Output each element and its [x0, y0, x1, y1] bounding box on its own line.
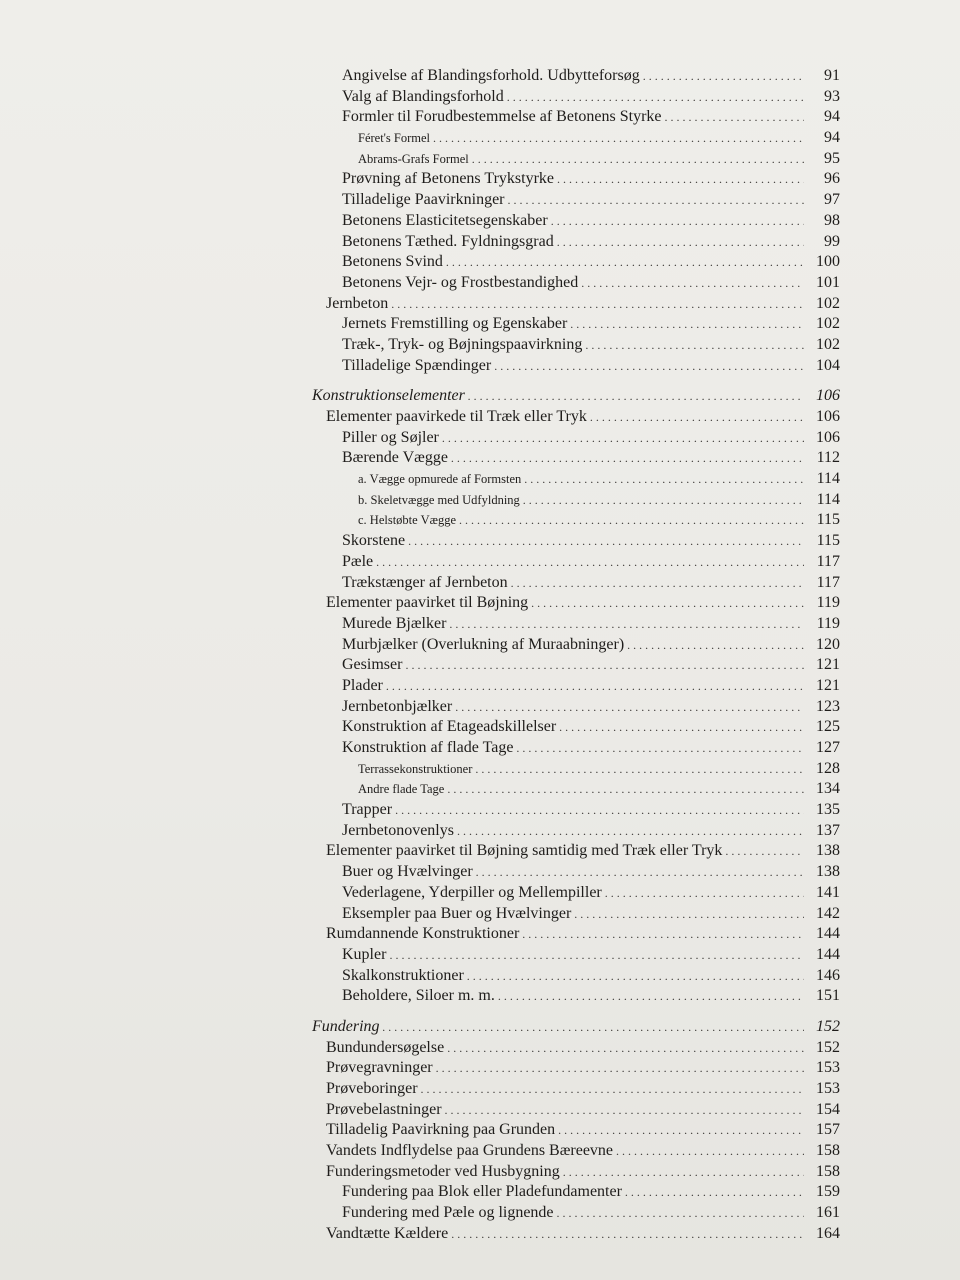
toc-entry-page-number: 134: [816, 780, 840, 798]
toc-entry: [300, 924, 840, 945]
toc-entry: [300, 510, 840, 531]
toc-entry-title: Angivelse af Blandingsforhold. Udbytteforsøg: [342, 67, 640, 84]
toc-entry: [300, 1182, 840, 1203]
toc-entry-title: Tilladelige Paavirkninger: [342, 191, 505, 209]
dot-leader: [616, 1141, 804, 1162]
toc-entry: [300, 1079, 840, 1100]
toc-entry-title: a. Vægge opmurede af Formsten: [358, 472, 522, 487]
toc-entry-title: Træk-, Tryk- og Bøjningspaavirkning: [342, 335, 583, 353]
toc-entry-page-number: 97: [824, 191, 840, 209]
toc-entry-page-number: 101: [816, 273, 840, 291]
toc-entry-title: Vederlagene, Yderpiller og Mellempiller: [342, 883, 602, 901]
toc-entry-title: Konstruktion af Etageadskillelser: [342, 718, 557, 736]
toc-entry-title: Pæle: [342, 552, 374, 570]
toc-entry: [300, 531, 840, 552]
toc-entry: [300, 1100, 840, 1121]
toc-entry-page-number: 117: [816, 573, 840, 591]
toc-entry-title: Jernets Fremstilling og Egenskaber: [342, 315, 568, 333]
toc-entry: [300, 232, 840, 253]
section-spacer: [300, 1007, 840, 1017]
toc-entry: [300, 614, 840, 635]
toc-entry-title: Konstruktion af flade Tage: [342, 739, 514, 756]
toc-entry-page-number: 100: [816, 253, 840, 271]
toc-entry-page-number: 151: [816, 987, 840, 1005]
toc-entry-title: Trækstænger af Jernbeton: [342, 573, 508, 591]
dot-leader: [508, 190, 805, 211]
toc-entry-page-number: 138: [816, 842, 840, 860]
dot-leader: [511, 573, 804, 594]
toc-entry-title: Gesimser: [342, 656, 403, 674]
toc-entry-page-number: 153: [816, 1059, 840, 1077]
toc-entry-page-number: 121: [816, 656, 840, 674]
dot-leader: [507, 87, 804, 108]
toc-entry-page-number: 119: [816, 594, 840, 612]
toc-entry-title: Kupler: [342, 945, 387, 963]
toc-entry: [300, 738, 840, 759]
toc-entry-title: Prøvebelastninger: [326, 1100, 442, 1118]
dot-leader: [494, 356, 804, 377]
toc-entry-page-number: 144: [816, 925, 840, 943]
toc-entry-title: Skalkonstruktioner: [342, 966, 464, 984]
dot-leader: [559, 717, 804, 738]
toc-entry-page-number: 117: [816, 552, 840, 570]
toc-entry-page-number: 94: [824, 129, 840, 147]
toc-entry-title: Formler til Forudbestemmelse af Betonens Styrke: [342, 108, 662, 126]
dot-leader: [590, 407, 804, 428]
dot-leader: [472, 149, 804, 170]
toc-entry-page-number: 98: [824, 211, 840, 229]
toc-entry-page-number: 128: [816, 759, 840, 777]
toc-entry-title: Andre flade Tage: [358, 782, 445, 797]
toc-entry: [300, 87, 840, 108]
toc-entry-page-number: 114: [816, 490, 840, 508]
toc-entry-page-number: 96: [824, 170, 840, 188]
dot-leader: [523, 490, 804, 511]
toc-section-konstruktionselementer: [300, 386, 840, 1007]
toc-entry-title: Murede Bjælker: [342, 614, 447, 632]
toc-entry-page-number: 158: [816, 1162, 840, 1180]
toc-entry: [300, 1017, 840, 1038]
toc-entry-page-number: 91: [824, 67, 840, 84]
toc-entry-page-number: 119: [816, 614, 840, 632]
toc-entry-page-number: 137: [816, 821, 840, 839]
toc-entry-page-number: 95: [824, 149, 840, 167]
dot-leader: [395, 800, 804, 821]
toc-entry-page-number: 141: [816, 883, 840, 901]
dot-leader: [643, 66, 804, 87]
toc-entry-page-number: 164: [816, 1224, 840, 1242]
toc-entry-title: Murbjælker (Overlukning af Muraabninger): [342, 635, 625, 653]
toc-entry: [300, 469, 840, 490]
toc-entry-page-number: 112: [816, 449, 840, 467]
toc-entry-page-number: 104: [816, 356, 840, 374]
toc-entry: [300, 128, 840, 149]
toc-section-fundering: [300, 1017, 840, 1245]
dot-leader: [467, 966, 804, 987]
toc-entry-page-number: 102: [816, 315, 840, 333]
dot-leader: [386, 676, 804, 697]
toc-entry-page-number: 154: [816, 1100, 840, 1118]
toc-entry-page-number: 125: [816, 718, 840, 736]
toc-entry: [300, 211, 840, 232]
toc-entry-title: Prøvegravninger: [326, 1059, 433, 1077]
toc-entry-page-number: 158: [816, 1142, 840, 1160]
toc-entry: [300, 676, 840, 697]
dot-leader: [476, 862, 804, 883]
toc-entry: [300, 407, 840, 428]
toc-entry: [300, 986, 840, 1007]
dot-leader: [524, 469, 804, 490]
toc-entry-page-number: 127: [816, 739, 840, 756]
toc-entry-title: Konstruktionselementer: [312, 387, 465, 405]
toc-entry-title: Prøveboringer: [326, 1080, 418, 1097]
dot-leader: [570, 314, 804, 335]
toc-section-beton: [300, 66, 840, 376]
toc-entry-title: Tilladelig Paavirkning paa Grunden: [326, 1121, 556, 1139]
toc-entry: [300, 862, 840, 883]
dot-leader: [574, 904, 804, 925]
toc-entry-title: Skorstene: [342, 532, 406, 550]
toc-entry: [300, 841, 840, 862]
toc-entry: [300, 1203, 840, 1224]
toc-entry-page-number: 93: [824, 87, 840, 105]
dot-leader: [433, 128, 804, 149]
section-spacer: [300, 376, 840, 386]
dot-leader: [389, 945, 804, 966]
toc-entry-page-number: 152: [816, 1017, 840, 1035]
toc-entry: [300, 945, 840, 966]
toc-entry-title: b. Skeletvægge med Udfyldning: [358, 492, 520, 507]
toc-entry-title: Prøvning af Betonens Trykstyrke: [342, 170, 554, 188]
toc-entry-title: Betonens Svind: [342, 253, 443, 271]
toc-entry: [300, 717, 840, 738]
toc-entry-title: Plader: [342, 676, 383, 694]
toc-entry: [300, 593, 840, 614]
dot-leader: [581, 273, 804, 294]
toc-entry: [300, 448, 840, 469]
toc-entry-title: Vandtætte Kældere: [326, 1224, 449, 1242]
toc-entry-page-number: 144: [816, 945, 840, 963]
dot-leader: [516, 738, 804, 759]
toc-entry: [300, 66, 840, 87]
toc-entry-title: Elementer paavirket til Bøjning: [326, 594, 529, 612]
toc-entry: [300, 1120, 840, 1141]
dot-leader: [445, 1100, 804, 1121]
toc-entry-page-number: 106: [816, 428, 840, 446]
toc-entry: [300, 273, 840, 294]
toc-entry: [300, 821, 840, 842]
dot-leader: [405, 655, 804, 676]
toc-entry-title: Jernbeton: [326, 294, 389, 312]
toc-entry-title: Piller og Søjler: [342, 428, 439, 446]
dot-leader: [446, 252, 804, 273]
dot-leader: [447, 779, 804, 800]
toc-entry-page-number: 94: [824, 108, 840, 126]
toc-entry-page-number: 146: [816, 966, 840, 984]
toc-entry: [300, 1058, 840, 1079]
toc-entry-title: Vandets Indflydelse paa Grundens Bæreevne: [326, 1142, 614, 1160]
toc-entry-title: Buer og Hvælvinger: [342, 863, 473, 881]
dot-leader: [383, 1017, 804, 1038]
toc-entry-title: Elementer paavirkede til Træk eller Tryk: [326, 408, 587, 425]
toc-entry-title: Tilladelige Spændinger: [342, 356, 492, 374]
dot-leader: [585, 335, 804, 356]
toc-entry-page-number: 121: [816, 676, 840, 694]
toc-entry: [300, 149, 840, 170]
toc-entry: [300, 552, 840, 573]
toc-entry-title: Fundering paa Blok eller Pladefundamenter: [342, 1183, 622, 1201]
dot-leader: [557, 169, 804, 190]
toc-entry-page-number: 138: [816, 863, 840, 881]
dot-leader: [376, 552, 804, 573]
toc-entry: [300, 386, 840, 407]
toc-entry: [300, 169, 840, 190]
toc-entry: [300, 966, 840, 987]
dot-leader: [551, 211, 804, 232]
dot-leader: [447, 1038, 804, 1059]
table-of-contents: [300, 66, 840, 1245]
dot-leader: [557, 232, 804, 253]
dot-leader: [459, 510, 804, 531]
toc-entry-page-number: 106: [816, 387, 840, 405]
dot-leader: [531, 593, 804, 614]
dot-leader: [498, 986, 804, 1007]
toc-entry: [300, 107, 840, 128]
toc-entry-page-number: 161: [816, 1204, 840, 1222]
toc-entry: [300, 1141, 840, 1162]
toc-entry: [300, 190, 840, 211]
dot-leader: [605, 883, 804, 904]
toc-entry-page-number: 99: [824, 232, 840, 250]
dot-leader: [421, 1079, 804, 1100]
toc-entry-title: Eksempler paa Buer og Hvælvinger: [342, 904, 572, 922]
toc-entry: [300, 314, 840, 335]
toc-entry: [300, 335, 840, 356]
toc-entry-title: c. Helstøbte Vægge: [358, 513, 457, 528]
dot-leader: [442, 428, 804, 449]
toc-entry-title: Terrassekonstruktioner: [358, 761, 473, 776]
toc-entry: [300, 697, 840, 718]
toc-entry-title: Féret's Formel: [358, 131, 431, 146]
dot-leader: [558, 1120, 804, 1141]
toc-entry: [300, 635, 840, 656]
toc-entry: [300, 779, 840, 800]
dot-leader: [449, 614, 804, 635]
toc-entry-page-number: 135: [816, 801, 840, 819]
toc-entry: [300, 1162, 840, 1183]
toc-entry: [300, 356, 840, 377]
dot-leader: [557, 1203, 804, 1224]
toc-entry-page-number: 157: [816, 1121, 840, 1139]
toc-entry: [300, 655, 840, 676]
toc-entry: [300, 759, 840, 780]
toc-entry-title: Fundering med Pæle og lignende: [342, 1204, 554, 1222]
dot-leader: [475, 759, 804, 780]
toc-entry-title: Funderingsmetoder ved Husbygning: [326, 1162, 560, 1180]
toc-entry-page-number: 142: [816, 904, 840, 922]
dot-leader: [725, 841, 804, 862]
toc-entry: [300, 1224, 840, 1245]
toc-entry: [300, 252, 840, 273]
toc-entry-title: Bærende Vægge: [342, 449, 448, 467]
toc-entry-title: Trapper: [342, 801, 393, 819]
toc-entry: [300, 1038, 840, 1059]
toc-entry: [300, 490, 840, 511]
dot-leader: [408, 531, 804, 552]
dot-leader: [457, 821, 804, 842]
toc-entry: [300, 800, 840, 821]
toc-entry-title: Fundering: [312, 1017, 380, 1035]
toc-entry-title: Betonens Tæthed. Fyldningsgrad: [342, 232, 554, 250]
toc-entry-page-number: 106: [816, 408, 840, 425]
dot-leader: [522, 924, 804, 945]
toc-entry-page-number: 102: [816, 335, 840, 353]
toc-entry-page-number: 102: [816, 294, 840, 312]
dot-leader: [627, 635, 804, 656]
dot-leader: [625, 1182, 804, 1203]
toc-entry-title: Elementer paavirket til Bøjning samtidig med Træk eller Tryk: [326, 842, 723, 860]
toc-entry-title: Jernbetonovenlys: [342, 821, 454, 839]
toc-entry-page-number: 159: [816, 1183, 840, 1201]
dot-leader: [468, 386, 804, 407]
toc-entry-title: Beholdere, Siloer m. m.: [342, 987, 495, 1005]
toc-entry: [300, 294, 840, 315]
toc-entry-title: Bundundersøgelse: [326, 1038, 445, 1056]
toc-entry-page-number: 115: [816, 511, 840, 529]
dot-leader: [451, 1224, 804, 1245]
toc-entry-title: Valg af Blandingsforhold: [342, 87, 504, 105]
toc-entry-title: Betonens Vejr- og Frostbestandighed: [342, 273, 579, 291]
toc-entry-page-number: 153: [816, 1080, 840, 1097]
dot-leader: [451, 448, 804, 469]
dot-leader: [436, 1058, 804, 1079]
toc-entry-page-number: 114: [816, 470, 840, 488]
toc-entry-title: Abrams-Grafs Formel: [358, 151, 469, 166]
toc-entry-title: Rumdannende Konstruktioner: [326, 925, 520, 943]
toc-entry: [300, 883, 840, 904]
toc-entry: [300, 904, 840, 925]
toc-entry: [300, 573, 840, 594]
toc-entry-title: Betonens Elasticitetsegenskaber: [342, 211, 548, 229]
dot-leader: [563, 1162, 804, 1183]
toc-entry-page-number: 152: [816, 1038, 840, 1056]
dot-leader: [391, 294, 804, 315]
dot-leader: [665, 107, 805, 128]
toc-entry-title: Jernbetonbjælker: [342, 697, 453, 715]
toc-entry-page-number: 120: [816, 635, 840, 653]
dot-leader: [455, 697, 804, 718]
toc-entry: [300, 428, 840, 449]
toc-entry-page-number: 115: [816, 532, 840, 550]
toc-entry-page-number: 123: [816, 697, 840, 715]
